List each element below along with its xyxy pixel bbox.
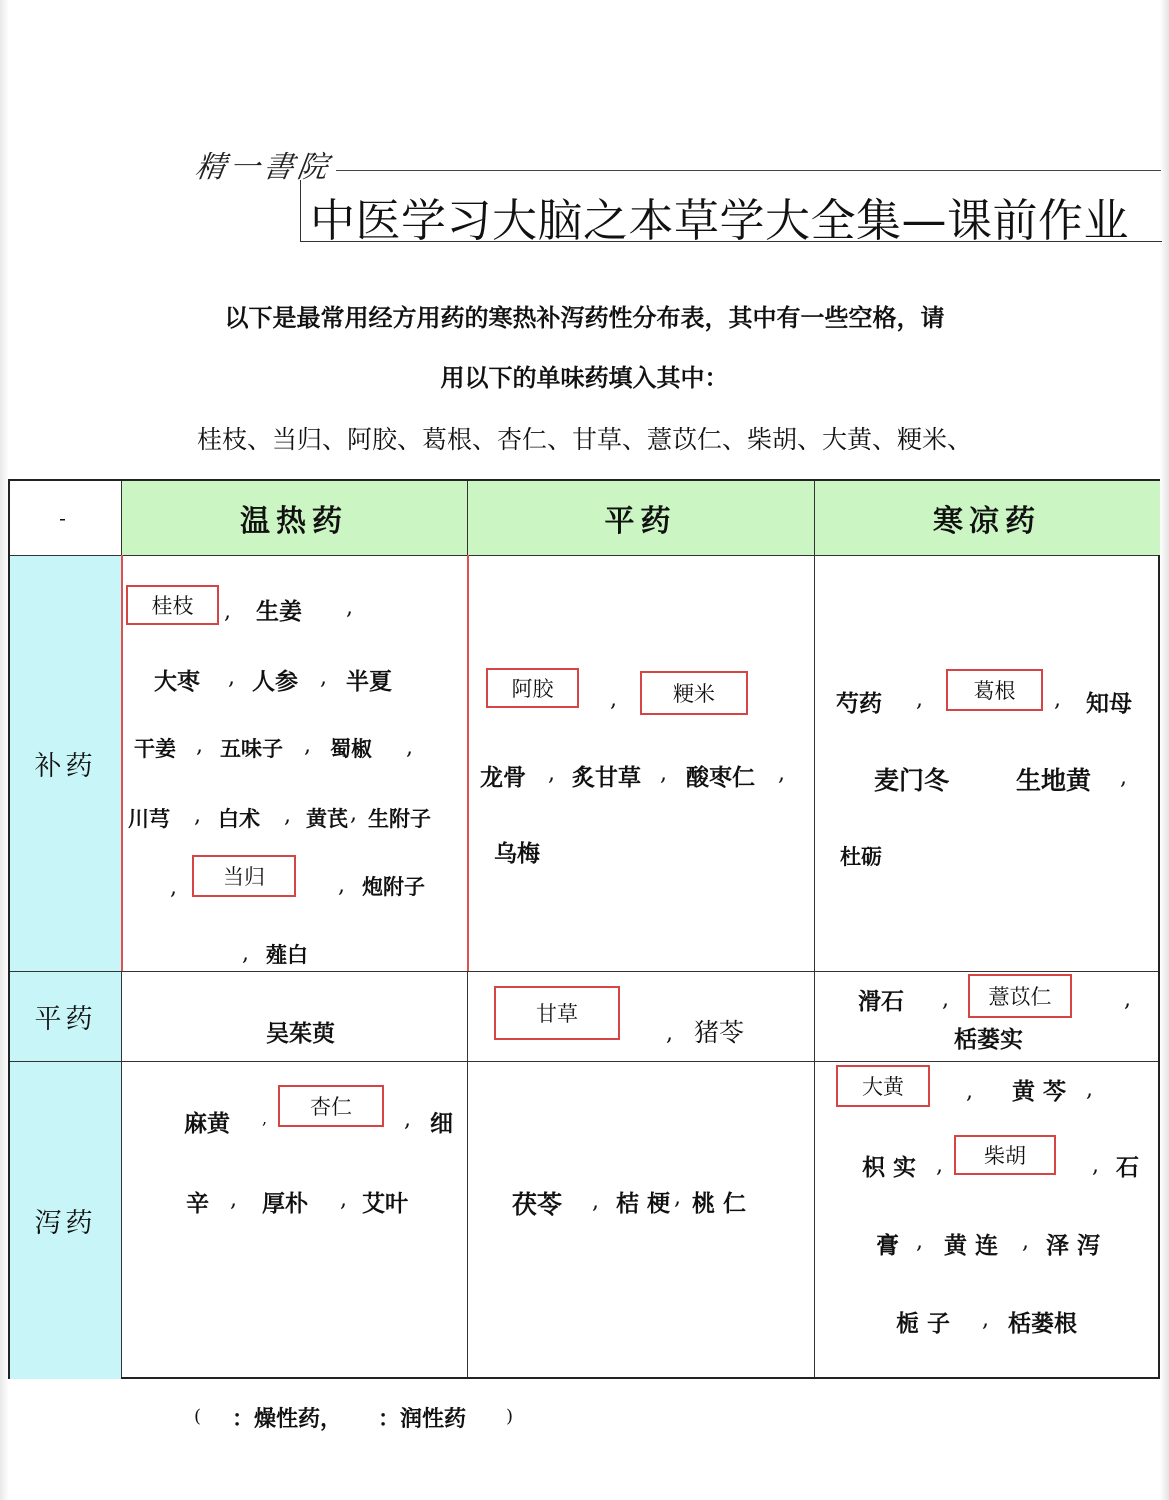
footer-moist-herbs-legend: ：润性药 bbox=[378, 1406, 467, 1432]
herb-name: 辛 bbox=[186, 1190, 209, 1217]
comma: , bbox=[194, 803, 201, 828]
comma: , bbox=[262, 1109, 268, 1128]
herb-name: 猪苓 bbox=[694, 1018, 745, 1047]
herb-word-bank: 桂枝、当归、阿胶、葛根、杏仁、甘草、薏苡仁、柴胡、大黄、粳米、 bbox=[196, 425, 972, 454]
comma: , bbox=[1124, 987, 1131, 1012]
herb-name: 薤白 bbox=[266, 942, 308, 967]
comma: , bbox=[406, 735, 413, 760]
row-header-purge: 泻药 bbox=[34, 1207, 97, 1239]
herb-name: 芍药 bbox=[836, 690, 882, 717]
answer-box[interactable]: 甘草 bbox=[494, 986, 620, 1040]
herb-name: 栝蒌实 bbox=[954, 1026, 1023, 1053]
row-header-neutral: 平药 bbox=[34, 1003, 97, 1035]
herb-name: 石 bbox=[1116, 1154, 1139, 1181]
answer-box[interactable]: 当归 bbox=[192, 855, 296, 897]
comma: , bbox=[284, 803, 291, 828]
comma: , bbox=[320, 665, 327, 690]
comma: , bbox=[1022, 1229, 1029, 1254]
comma: , bbox=[242, 941, 249, 966]
comma: , bbox=[1092, 1153, 1099, 1178]
herb-name: 知母 bbox=[1086, 690, 1132, 717]
herb-name: 龙骨 bbox=[480, 764, 526, 791]
answer-box[interactable]: 葛根 bbox=[946, 669, 1043, 711]
answer-box[interactable]: 桂枝 bbox=[126, 585, 219, 625]
comma: , bbox=[936, 1153, 943, 1178]
answer-box[interactable]: 大黄 bbox=[836, 1065, 930, 1107]
comma: , bbox=[304, 733, 311, 758]
column-header-cold: 寒凉药 bbox=[933, 504, 1041, 539]
herb-name: 麻黄 bbox=[184, 1110, 230, 1137]
intro-line-2: 用以下的单味药填入其中： bbox=[440, 364, 729, 392]
herb-name: 枳 实 bbox=[862, 1154, 917, 1181]
herb-name: 艾叶 bbox=[362, 1190, 408, 1217]
herb-name: 吴茱萸 bbox=[266, 1020, 335, 1047]
comma: , bbox=[966, 1079, 973, 1104]
grid-line-h2 bbox=[10, 971, 1158, 972]
herb-name: 乌梅 bbox=[494, 840, 540, 867]
comma: , bbox=[666, 1021, 673, 1046]
red-divider-left bbox=[121, 555, 123, 971]
answer-box[interactable]: 柴胡 bbox=[954, 1135, 1056, 1175]
footer-open-paren: ( bbox=[194, 1406, 202, 1427]
comma: , bbox=[778, 761, 785, 786]
comma: , bbox=[982, 1307, 989, 1332]
herb-name: 五味子 bbox=[220, 736, 283, 761]
brand-logo: 精一書院 bbox=[193, 150, 334, 185]
comma: , bbox=[340, 1187, 347, 1212]
herb-name: 黄芪 bbox=[306, 806, 348, 831]
grid-line-v3 bbox=[814, 481, 815, 1377]
herb-name: 人参 bbox=[252, 668, 298, 695]
red-divider-right bbox=[467, 555, 469, 971]
herb-name: 厚朴 bbox=[262, 1190, 308, 1217]
herb-name: 滑石 bbox=[858, 988, 904, 1015]
herb-name: 栀 子 bbox=[896, 1310, 951, 1337]
comma: , bbox=[1086, 1077, 1093, 1102]
column-header-neutral: 平药 bbox=[604, 504, 677, 539]
grid-line-h3 bbox=[10, 1061, 1158, 1062]
answer-box[interactable]: 粳米 bbox=[640, 671, 748, 715]
page-title: 中医学习大脑之本草学大全集—课前作业 bbox=[310, 194, 1130, 247]
comma: , bbox=[674, 1185, 681, 1210]
herb-name: 茯苓 bbox=[512, 1190, 563, 1219]
herb-name: 蜀椒 bbox=[330, 736, 372, 761]
comma: , bbox=[228, 665, 235, 690]
intro-line-1: 以下是最常用经方用药的寒热补泻药性分布表，其中有一些空格，请 bbox=[224, 304, 945, 332]
comma: , bbox=[660, 761, 667, 786]
herb-name: 生附子 bbox=[368, 806, 431, 831]
comma: , bbox=[224, 599, 231, 624]
comma: , bbox=[170, 875, 177, 900]
answer-box[interactable]: 阿胶 bbox=[486, 668, 579, 708]
comma: , bbox=[592, 1189, 599, 1214]
herb-name: 生姜 bbox=[256, 598, 302, 625]
herb-name: 膏 bbox=[876, 1232, 899, 1259]
table-corner: - bbox=[59, 506, 72, 530]
herb-name: 炮附子 bbox=[362, 874, 425, 899]
answer-box[interactable]: 杏仁 bbox=[278, 1085, 384, 1127]
comma: , bbox=[942, 987, 949, 1012]
comma: , bbox=[610, 687, 617, 712]
column-header-warm: 温热药 bbox=[240, 504, 348, 539]
brand-underline bbox=[336, 170, 1161, 171]
herb-name: 栝蒌根 bbox=[1008, 1310, 1077, 1337]
herb-name: 泽 泻 bbox=[1046, 1232, 1101, 1259]
comma: , bbox=[916, 1229, 923, 1254]
herb-name: 细 bbox=[430, 1110, 453, 1137]
herb-property-table bbox=[8, 479, 1160, 1379]
herb-name: 干姜 bbox=[134, 736, 176, 761]
answer-box[interactable]: 薏苡仁 bbox=[968, 974, 1072, 1018]
grid-line-h1 bbox=[10, 555, 1158, 556]
comma: , bbox=[1120, 765, 1127, 790]
comma: , bbox=[230, 1187, 237, 1212]
herb-name: 大枣 bbox=[154, 668, 200, 695]
comma: , bbox=[548, 761, 555, 786]
herb-name: 酸枣仁 bbox=[686, 764, 755, 791]
comma: , bbox=[404, 1107, 411, 1132]
herb-name: 黄 连 bbox=[944, 1232, 999, 1259]
herb-name: 麦门冬 bbox=[874, 766, 950, 795]
comma: , bbox=[338, 873, 345, 898]
comma: , bbox=[350, 801, 357, 826]
herb-name: 生地黄 bbox=[1016, 766, 1092, 795]
comma: , bbox=[1054, 687, 1061, 712]
herb-name: 川芎 bbox=[128, 806, 170, 831]
row-header-tonify: 补药 bbox=[34, 750, 97, 782]
herb-name: 炙甘草 bbox=[572, 764, 641, 791]
herb-name: 桃 仁 bbox=[692, 1190, 747, 1217]
comma: , bbox=[196, 733, 203, 758]
herb-name: 杜砺 bbox=[840, 844, 882, 869]
herb-name: 半夏 bbox=[346, 668, 392, 695]
comma: , bbox=[916, 687, 923, 712]
herb-name: 黄 芩 bbox=[1012, 1078, 1067, 1105]
footer-close-paren: ) bbox=[506, 1406, 514, 1427]
herb-name: 桔 梗 bbox=[616, 1190, 671, 1217]
footer-dry-herbs-legend: ：燥性药， bbox=[232, 1406, 343, 1432]
herb-name: 白术 bbox=[218, 806, 260, 831]
comma: , bbox=[346, 595, 353, 620]
